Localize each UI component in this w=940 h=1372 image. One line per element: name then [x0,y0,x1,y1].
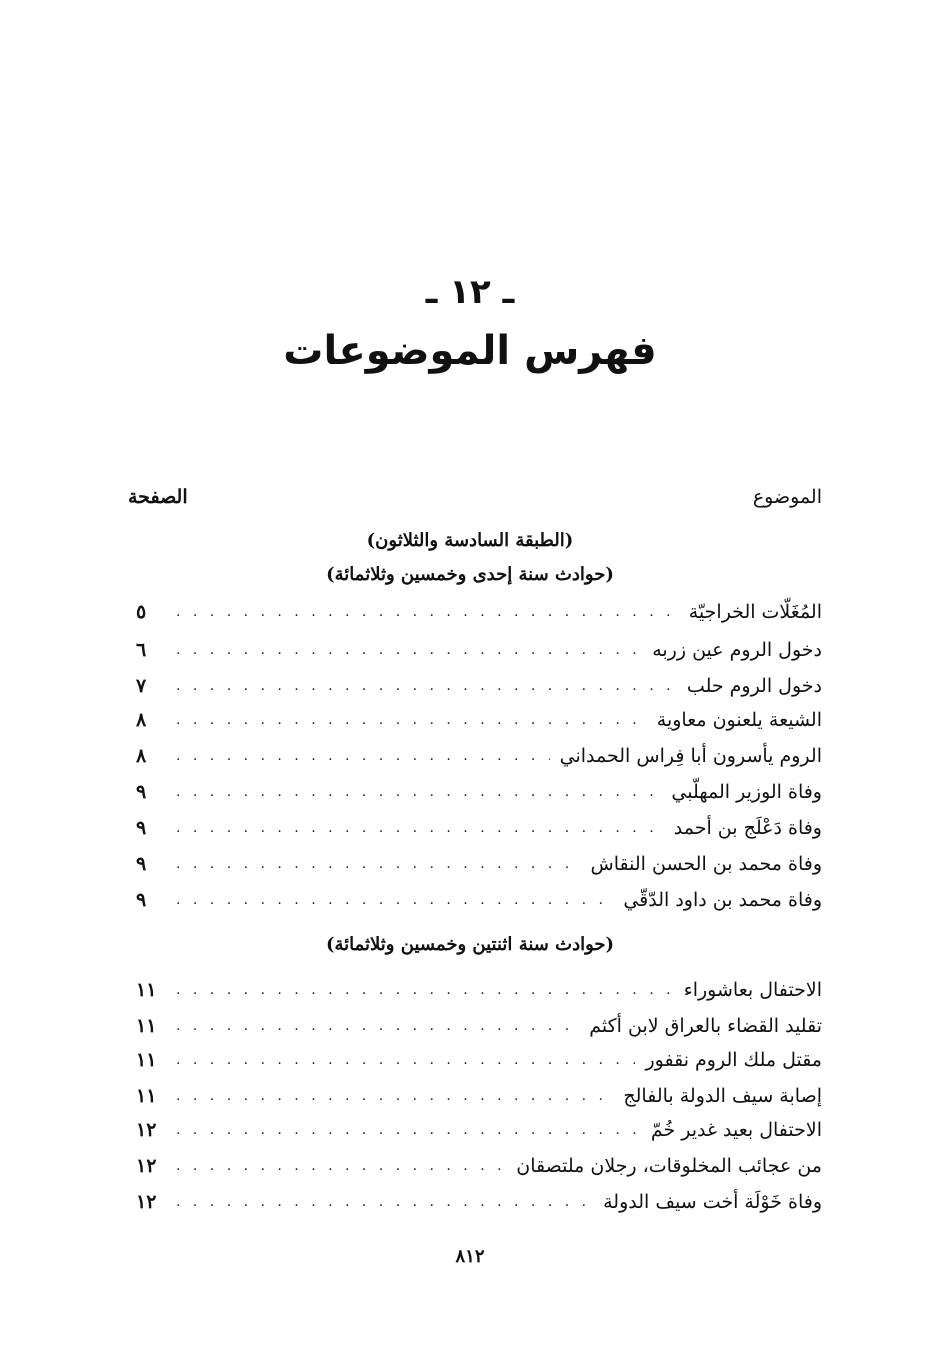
dot-leader [176,678,677,694]
page-column-header: الصفحة [128,486,188,508]
page-number: ٨١٢ [455,1246,485,1267]
toc-entry [136,1010,822,1042]
toc-entry [136,884,822,916]
toc-entry-page: ١٢ [136,1119,157,1141]
toc-entry-title: تقليد القضاء بالعراق لابن أكثم [589,1015,822,1037]
toc-entry [136,812,822,844]
toc-entry [136,1080,822,1112]
dot-leader [176,642,642,658]
toc-entry-page: ٩ [136,889,147,911]
toc-entry-page: ١١ [136,1049,157,1071]
toc-entry-page: ٨ [136,745,147,767]
toc-entry [136,776,822,808]
toc-entry-page: ٨ [136,709,147,731]
dot-leader [176,1052,635,1068]
toc-entry-title: إصابة سيف الدولة بالفالج [623,1085,822,1107]
toc-entry-title: المُغَلّات الخراجيّة [688,601,822,623]
section-heading-tabaqa: (الطبقة السادسة والثلاثون) [366,530,574,551]
dot-leader [176,712,647,728]
toc-entry-title: الشيعة يلعنون معاوية [656,709,822,731]
toc-entry [136,670,822,702]
toc-entry [136,740,822,772]
toc-entry-page: ٥ [136,601,147,623]
toc-entry-title: وفاة محمد بن الحسن النقاش [590,853,822,875]
dot-leader [176,1018,579,1034]
dot-leader [176,1194,593,1210]
section-heading-year-351: (حوادث سنة إحدى وخمسين وثلاثمائة) [326,564,614,585]
toc-entry [136,1114,822,1146]
toc-entry-title: من عجائب المخلوقات، رجلان ملتصقان [516,1155,822,1177]
toc-entry [136,1150,822,1182]
dot-leader [176,982,674,998]
toc-entry-page: ١١ [136,979,157,1001]
dot-leader [176,892,613,908]
toc-entry [136,704,822,736]
toc-entry-title: وفاة الوزير المهلّبي [671,781,822,803]
dot-leader [176,1088,613,1104]
toc-entry-page: ٩ [136,817,147,839]
dot-leader [176,748,550,764]
toc-entry [136,1044,822,1076]
toc-entry-page: ٩ [136,853,147,875]
toc-entry-title: وفاة محمد بن داود الدّقّي [623,889,822,911]
toc-entry-title: الاحتفال بعيد غدير خُمّ [650,1119,822,1141]
dot-leader [176,856,581,872]
section-heading-year-352: (حوادث سنة اثنتين وخمسين وثلاثمائة) [325,934,615,955]
page-title: فهرس الموضوعات [283,328,657,374]
toc-entry-title: وفاة دَعْلَج بن أحمد [673,817,822,839]
dot-leader [176,784,661,800]
toc-entry-title: مقتل ملك الروم نقفور [645,1049,822,1071]
toc-entry-page: ٩ [136,781,147,803]
toc-entry-page: ٧ [136,675,147,697]
dot-leader [176,604,679,620]
toc-entry-page: ١٢ [136,1155,157,1177]
toc-entry [136,596,822,628]
topic-column-header: الموضوع [752,486,822,508]
toc-entry-page: ١١ [136,1085,157,1107]
toc-entry [136,974,822,1006]
toc-entry-page: ١١ [136,1015,157,1037]
dot-leader [176,1158,506,1174]
part-number: ـ ١٢ ـ [425,272,515,312]
toc-entry-title: دخول الروم حلب [686,675,822,697]
dot-leader [176,820,664,836]
toc-entry-title: وفاة خَوْلَة أخت سيف الدولة [603,1191,822,1213]
toc-entry-page: ١٢ [136,1191,157,1213]
toc-entry-title: الروم يأسرون أبا فِراس الحمداني [559,745,822,767]
toc-entry [136,634,822,666]
toc-entry [136,848,822,880]
toc-entry-title: دخول الروم عين زربه [652,639,822,661]
toc-entry-page: ٦ [136,639,147,661]
toc-entry-title: الاحتفال بعاشوراء [683,979,822,1001]
dot-leader [176,1122,641,1138]
toc-entry [136,1186,822,1218]
